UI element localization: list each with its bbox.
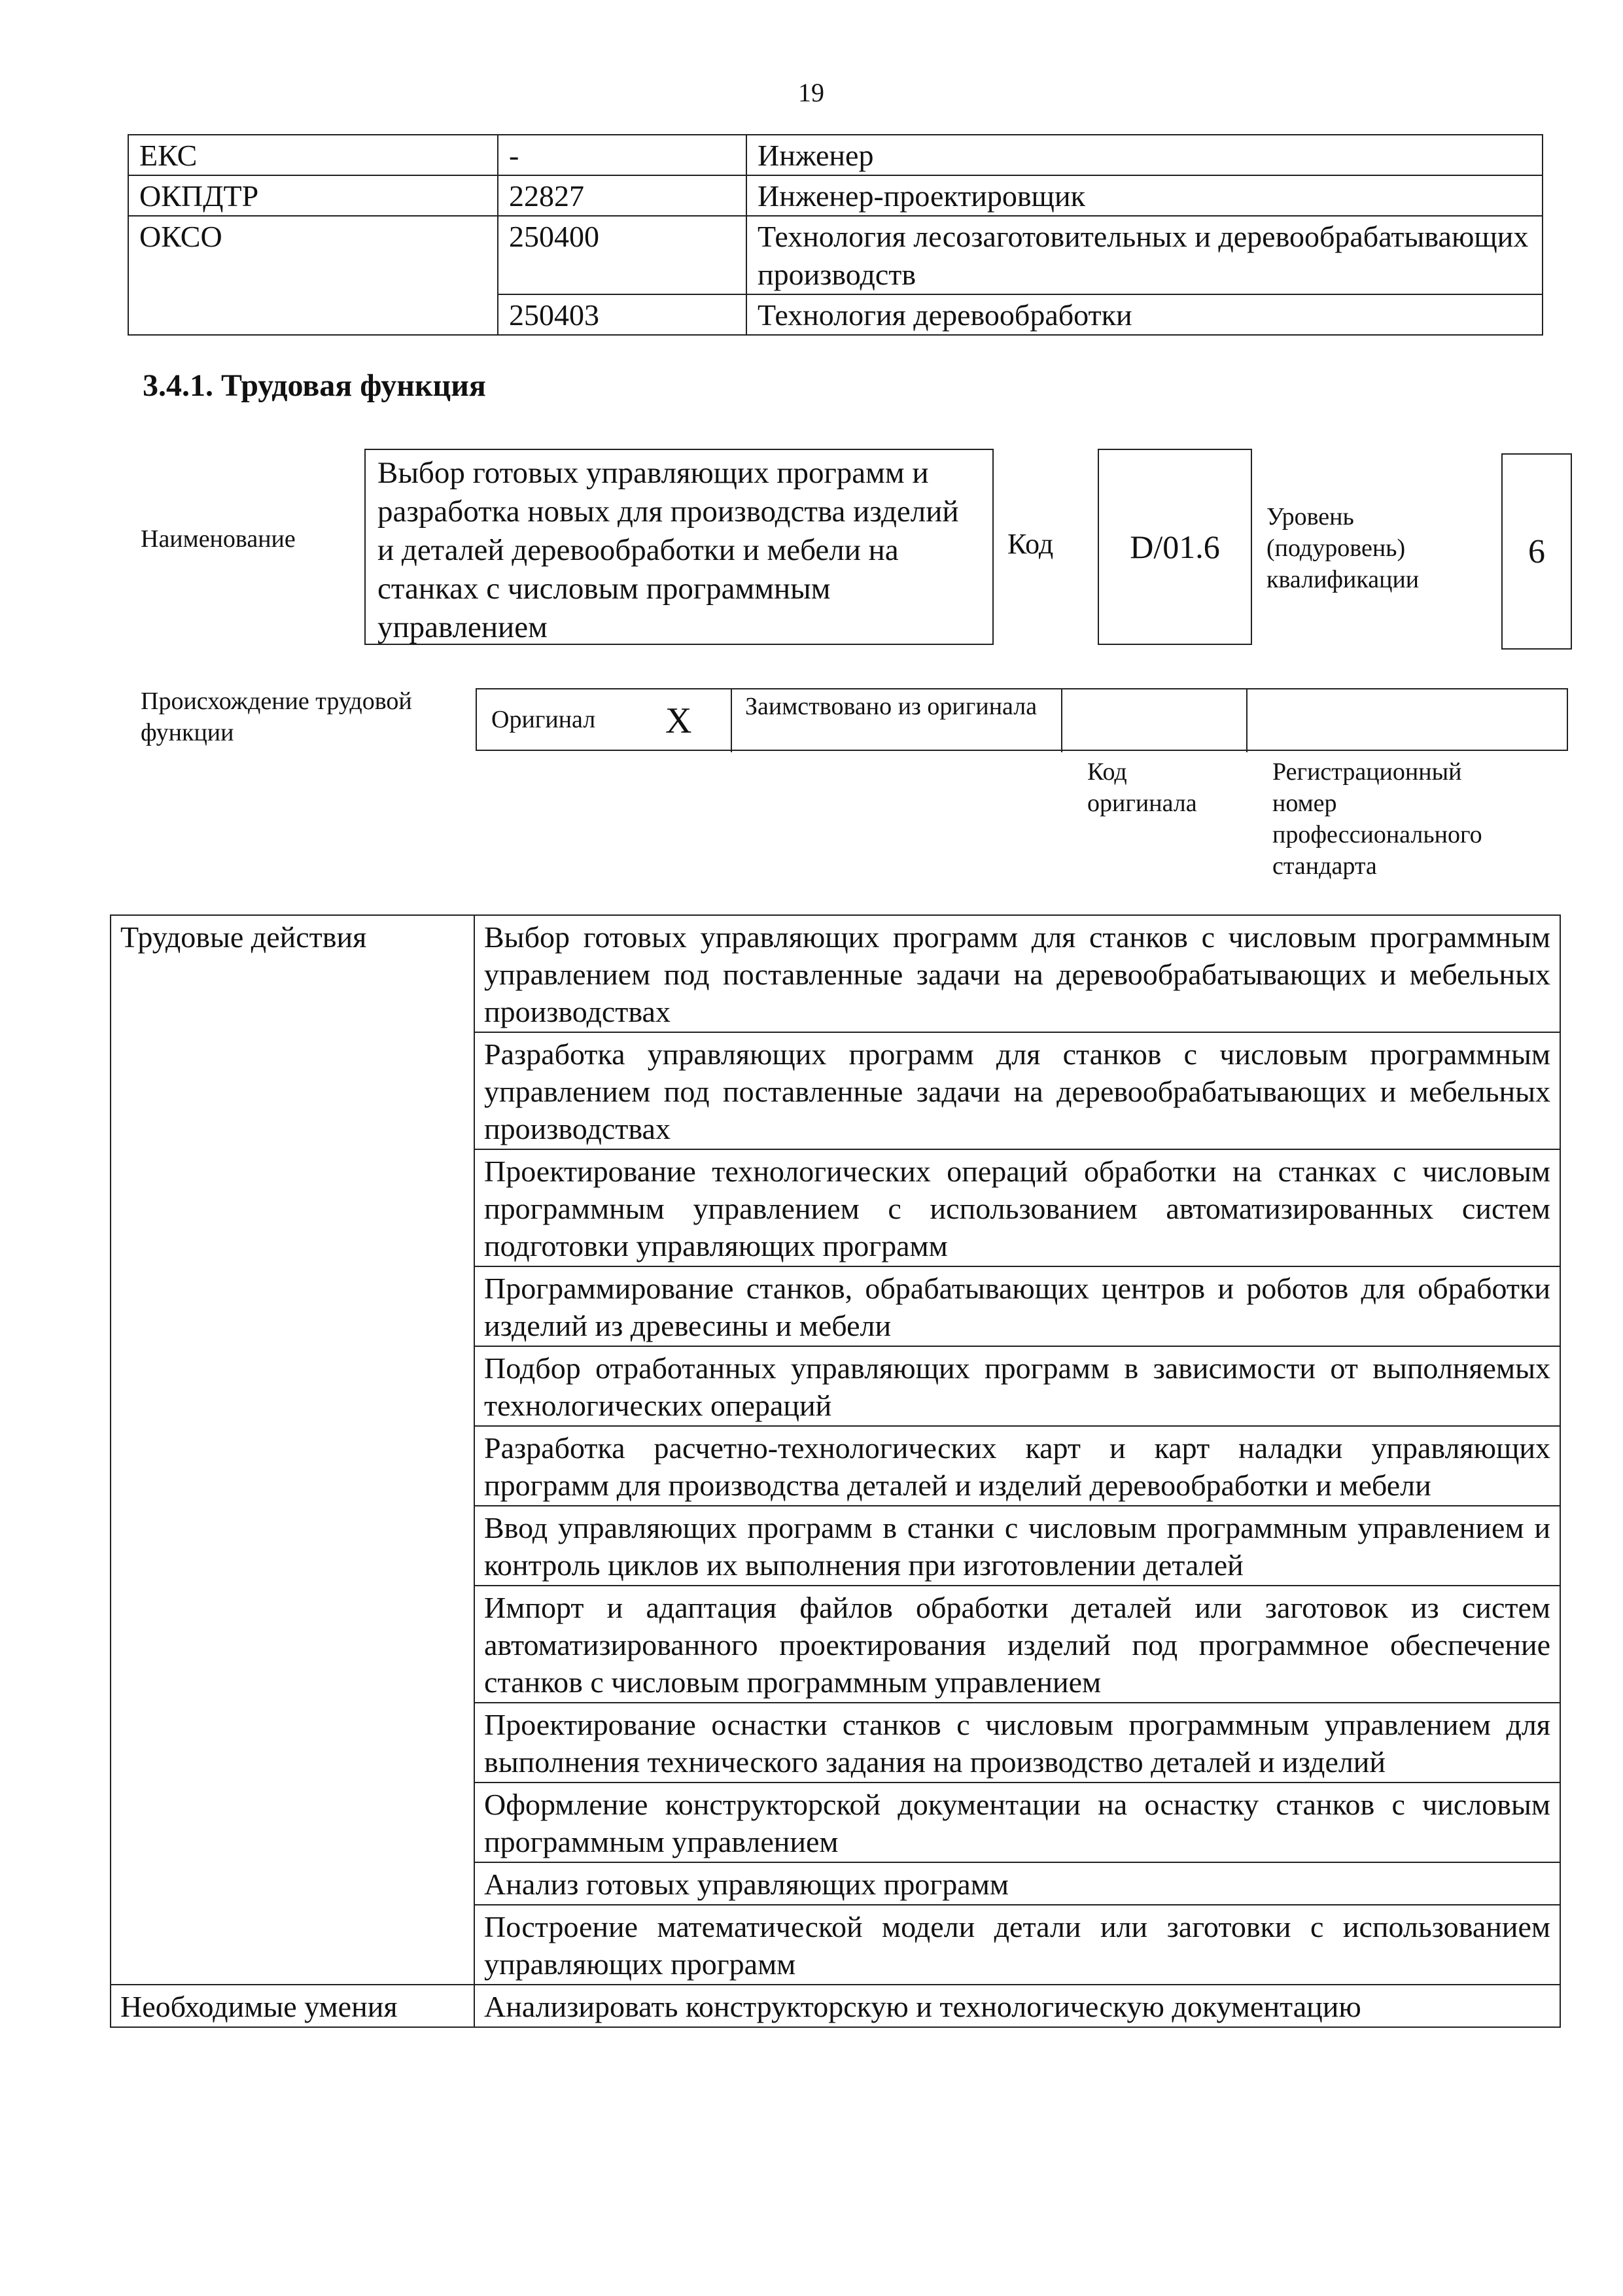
skill-cell: Анализировать конструкторскую и технологическую документацию [474, 1985, 1560, 2027]
function-name-label: Наименование [141, 525, 296, 553]
table-row [111, 915, 1560, 1032]
labor-action-cell: Оформление конструкторской документации на оснастку станков с числовым программным управлением [474, 1783, 1560, 1862]
labor-action-cell: Импорт и адаптация файлов обработки деталей или заготовок из систем автоматизированного проектирования изделий под программное обеспечение станков с числовым программным управлением [474, 1586, 1560, 1703]
labor-function-table [110, 914, 1561, 2028]
occupation-cell: Технология лесозаготовительных и деревообрабатывающих производств [746, 216, 1543, 294]
borrowed-cell [732, 689, 1062, 752]
labor-action-cell: Разработка расчетно-технологических карт и карт наладки управляющих программ для производства деталей и изделий деревообработки и мебели [474, 1426, 1560, 1506]
original-code-cell [1062, 689, 1248, 752]
code-cell: 250403 [498, 294, 746, 335]
labor-action-cell: Разработка управляющих программ для станков с числовым программным управлением под поставленные задачи на деревообрабатывающих и мебельных производствах [474, 1032, 1560, 1149]
occupation-cell: Инженер-проектировщик [746, 175, 1543, 216]
function-code-box [1098, 449, 1252, 645]
code-type-cell: ОКПДТР [128, 175, 498, 216]
function-code-label: Код [1007, 528, 1054, 560]
function-code-value: D/01.6 [1130, 529, 1220, 565]
origin-label: Происхождение трудовой функции [141, 687, 412, 746]
qualification-level-label: Уровень (подуровень) квалификации [1266, 503, 1420, 593]
borrowed-label: Заимствовано из оригинала [745, 693, 1038, 720]
function-name-box: Выбор готовых управляющих программ и разработка новых для производства изделий и деталей деревообработки и мебели на станках с числовым программным управлением [364, 449, 994, 645]
labor-actions-label: Трудовые действия [111, 915, 474, 1985]
code-cell: 250400 [498, 216, 746, 294]
labor-action-cell: Программирование станков, обрабатывающих центров и роботов для обработки изделий из древесины и мебели [474, 1266, 1560, 1346]
labor-action-cell: Проектирование технологических операций обработки на станках с числовым программным управлением с использованием автоматизированных систем подготовки управляющих программ [474, 1149, 1560, 1266]
table-row [128, 175, 1543, 216]
labor-action-cell: Проектирование оснастки станков с числовым программным управлением для выполнения технического задания на производство деталей и изделий [474, 1703, 1560, 1783]
table-row [111, 1985, 1560, 2027]
original-cell [477, 689, 732, 752]
occupation-cell: Технология деревообработки [746, 294, 1543, 335]
code-type-cell: ЕКС [128, 135, 498, 175]
origin-row [476, 688, 1568, 751]
page-number: 19 [798, 78, 824, 107]
original-label: Оригинал [491, 706, 596, 733]
labor-action-cell: Выбор готовых управляющих программ для станков с числовым программным управлением под поставленные задачи на деревообрабатывающих и мебельных производствах [474, 915, 1560, 1032]
code-type-cell: ОКСО [128, 216, 498, 335]
occupation-cell: Инженер [746, 135, 1543, 175]
skills-label: Необходимые умения [111, 1985, 474, 2027]
labor-action-cell: Построение математической модели детали или заготовки с использованием управляющих программ [474, 1905, 1560, 1985]
labor-action-cell: Подбор отработанных управляющих программ в зависимости от выполняемых технологических операций [474, 1346, 1560, 1426]
original-code-caption: Код оригинала [1087, 758, 1197, 817]
section-title: 3.4.1. Трудовая функция [143, 368, 486, 403]
labor-action-cell: Ввод управляющих программ в станки с числовым программным управлением и контроль циклов их выполнения при изготовлении деталей [474, 1506, 1560, 1586]
registration-number-caption: Регистрационный номер профессионального стандарта [1272, 758, 1482, 880]
table-row [128, 216, 1543, 294]
qualification-level-value: 6 [1528, 532, 1545, 570]
code-cell: - [498, 135, 746, 175]
registration-number-cell [1248, 689, 1566, 752]
original-mark: X [665, 701, 692, 741]
qualification-level-box [1501, 453, 1572, 650]
classification-table [128, 134, 1543, 336]
code-cell: 22827 [498, 175, 746, 216]
table-row [128, 135, 1543, 175]
labor-action-cell: Анализ готовых управляющих программ [474, 1862, 1560, 1905]
